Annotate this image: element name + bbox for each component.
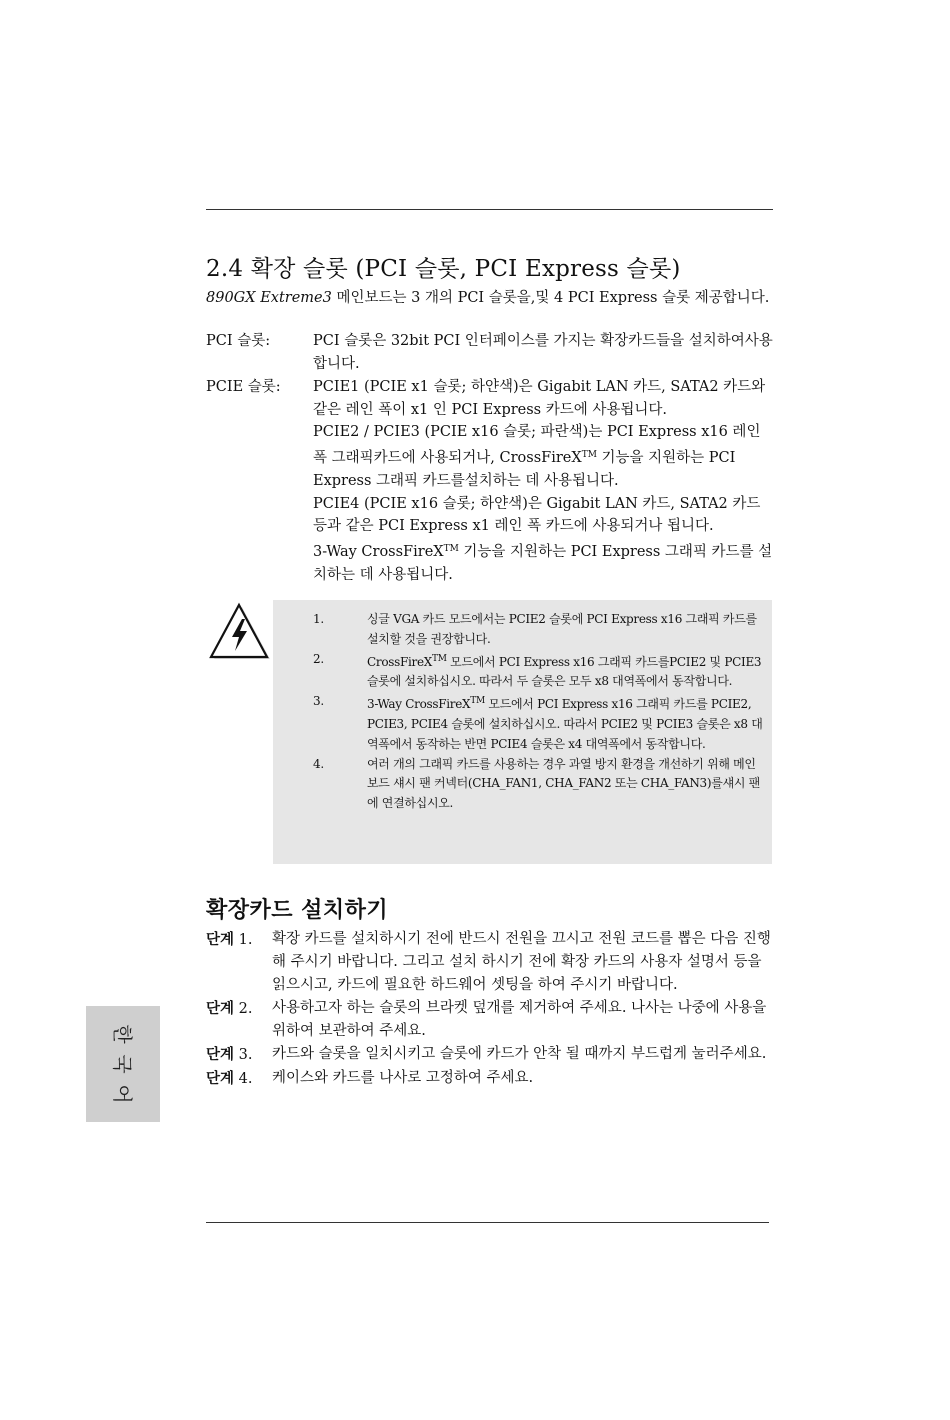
section-title: 2.4 확장 슬롯 (PCI 슬롯, PCI Express 슬롯) <box>206 256 681 282</box>
pcie1-text: PCIE1 (PCIE x1 슬롯; 하얀색)은 Gigabit LAN 카드, SATA2 카드와 같은 레인 폭이 x1 인 PCI Express 카드에 사용됩니다. <box>313 379 766 418</box>
install-step: 단계 4. 케이스와 카드를 나사로 고정하여 주세요. <box>206 1070 534 1087</box>
pci-slot-text: PCI 슬롯은 32bit PCI 인터페이스를 가지는 확장카드들을 설치하여사용 합니다. <box>313 333 773 372</box>
pcie2-pcie3-text: PCIE2 / PCIE3 (PCIE x16 슬롯; 파란색)는 PCI Express x16 레인폭 그래픽카드에 사용되거나, CrossFireX™ 기능을 지원하는 PCI Express 그래픽 카드를설치하는 데 사용됩니다. <box>313 424 761 489</box>
intro-text: 메인보드는 3 개의 PCI 슬롯을,및 4 PCI Express 슬롯 제공합니다. <box>331 290 770 306</box>
intro-paragraph <box>206 287 774 309</box>
language-side-tab: 한 국 어 <box>86 1006 160 1122</box>
note-item: 1. 싱글 VGA 카드 모드에서는 PCIE2 슬롯에 PCI Express x16 그래픽 카드를 설치할 것을 권장합니다. <box>313 612 757 646</box>
install-step: 단계 3. 카드와 슬롯을 일치시키고 슬롯에 카드가 안착 될 때까지 부드럽게 눌러주세요. <box>206 1046 767 1063</box>
pcie-slot-term: PCIE 슬롯: <box>206 379 281 395</box>
pci-slot-description <box>206 330 774 375</box>
notes-box <box>273 600 772 864</box>
note-item: 3. 3-Way CrossFireX™ 모드에서 PCI Express x16 그래픽 카드를 PCIE2, PCIE3, PCIE4 슬롯에 설치하십시오. 따라서 PCIE2 및 PCIE3 슬롯은 x8 대역폭에서 동작하는 반면 PCIE4 슬롯은 x4 대역폭에서 동작합니다. <box>313 694 763 751</box>
warning-lightning-icon <box>208 602 270 660</box>
bottom-rule <box>206 1222 769 1223</box>
note-item: 4. 여러 개의 그래픽 카드를 사용하는 경우 과열 방지 환경을 개선하기 위해 메인보드 섀시 팬 커넥터(CHA_FAN1, CHA_FAN2 또는 CHA_FAN3)를섀시 팬에 연결하십시오. <box>313 756 760 811</box>
pcie4-text: PCIE4 (PCIE x16 슬롯; 하얀색)은 Gigabit LAN 카드, SATA2 카드 등과 같은 PCI Express x1 레인 폭 카드에 사용되거나 됩니다. <box>313 495 761 535</box>
pcie-slot-description <box>206 376 774 586</box>
trademark-mark: TM <box>581 450 597 461</box>
top-rule <box>206 209 773 210</box>
model-name: 890GX Extreme3 <box>206 290 332 306</box>
note-item: 2. CrossFireX™ 모드에서 PCI Express x16 그래픽 카드를PCIE2 및 PCIE3 슬롯에 설치하십시오. 따라서 두 슬롯은 모두 x8 대역폭에서 동작합니다. <box>313 651 762 689</box>
pci-slot-term: PCI 슬롯: <box>206 333 271 349</box>
install-steps <box>206 928 776 1091</box>
trademark-mark: TM <box>443 543 459 554</box>
three-way-crossfire-text: 3-Way CrossFireX™ 기능을 지원하는 PCI Express 그래픽 카드를 설치하는 데 사용됩니다. <box>313 543 773 583</box>
notes-list <box>313 610 763 814</box>
install-step: 단계 2. 사용하고자 하는 슬롯의 브라켓 덮개를 제거하여 주세요. 나사는 나중에 사용을 위하여 보관하여 주세요. <box>206 1000 767 1039</box>
install-title: 확장카드 설치하기 <box>206 897 389 923</box>
install-step: 단계 1. 확장 카드를 설치하시기 전에 반드시 전원을 끄시고 전원 코드를 뽑은 다음 진행해 주시기 바랍니다. 그리고 설치 하시기 전에 확장 카드의 사용자 설명서 등을 읽으시고, 카드에 필요한 하드웨어 셋팅을 하여 주시기 바랍니다. <box>206 931 771 993</box>
